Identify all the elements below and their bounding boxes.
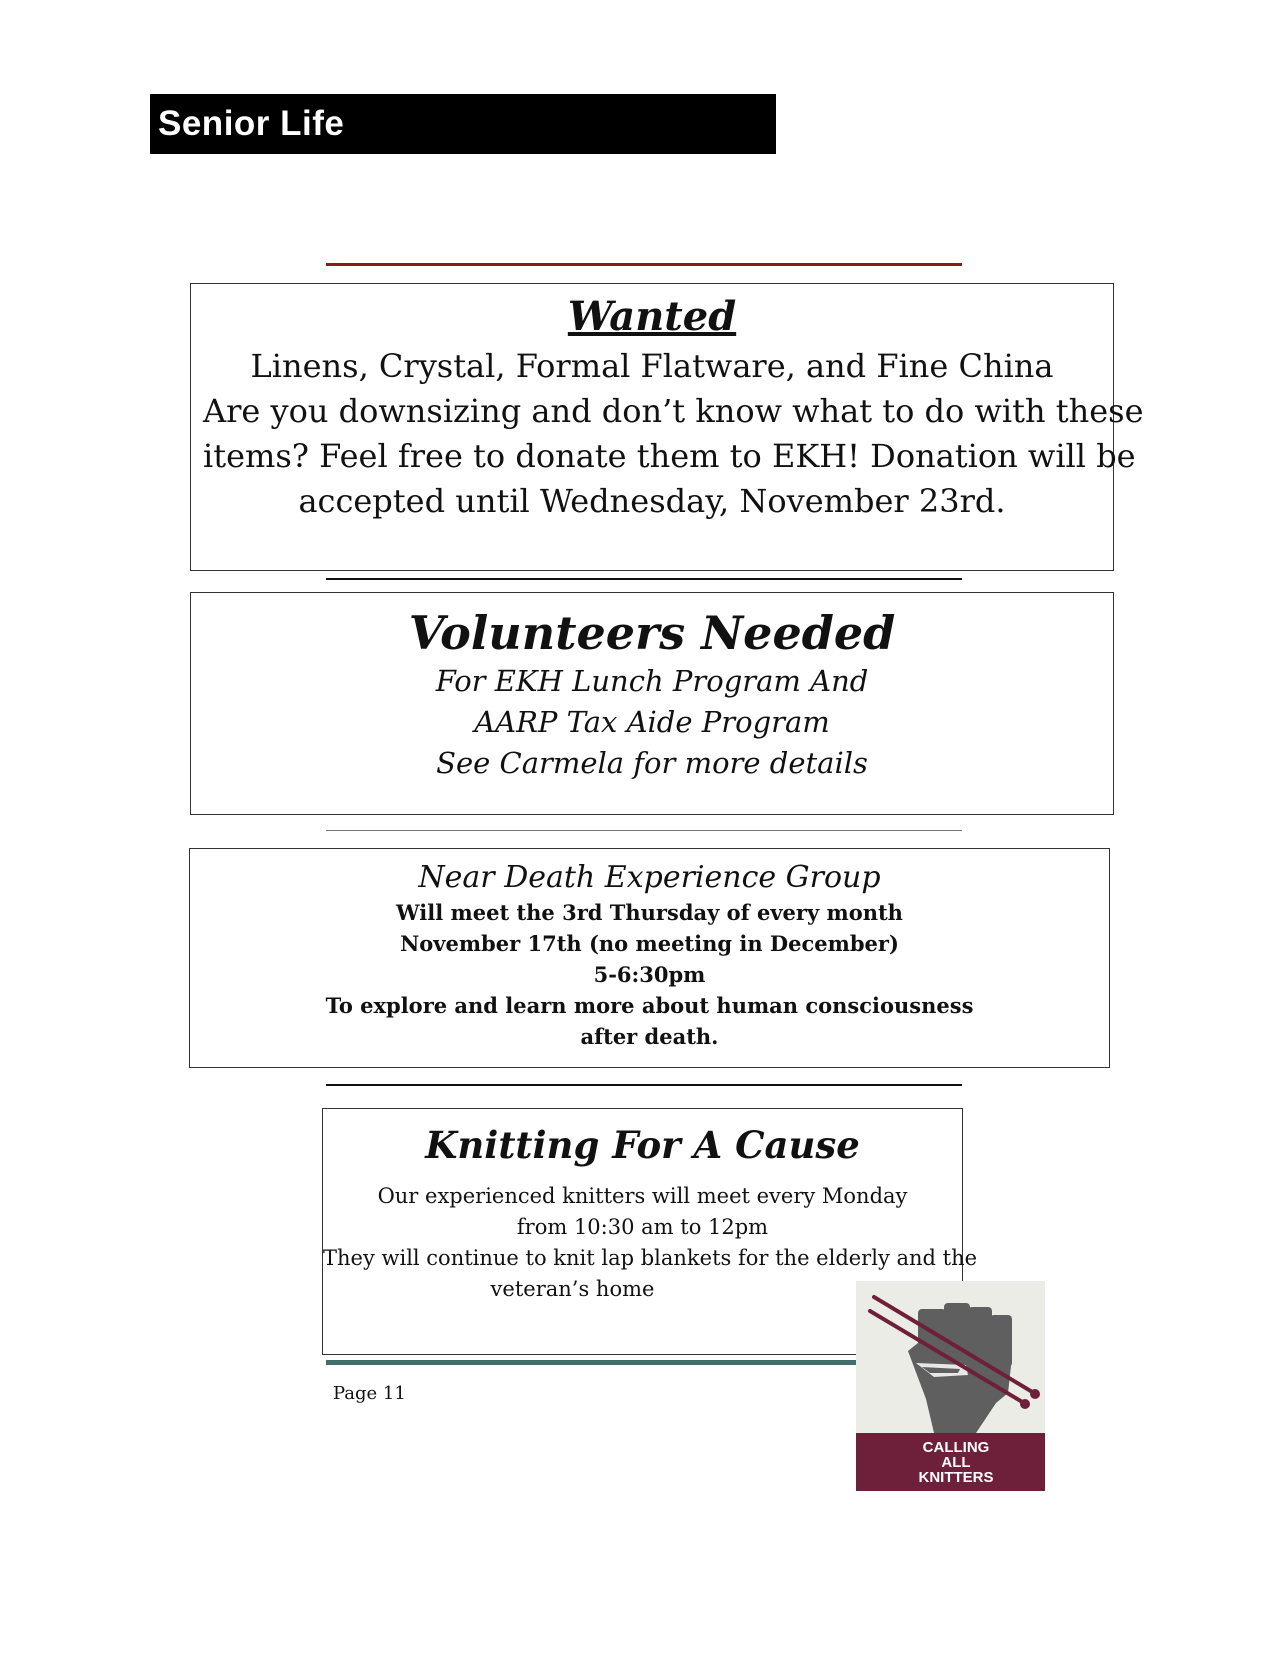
- volunteers-notice: [190, 592, 1114, 815]
- volunteers-line: AARP Tax Aide Program: [474, 705, 830, 739]
- near-death-line: To explore and learn more about human consciousness: [325, 993, 974, 1018]
- poster-caption-line: KNITTERS: [918, 1469, 994, 1486]
- wanted-line: Are you downsizing and don’t know what to do with these: [203, 392, 1144, 430]
- divider: [326, 578, 962, 580]
- knitting-line: They will continue to knit lap blankets for the elderly and the: [323, 1246, 978, 1270]
- knitting-line: veteran’s home: [490, 1277, 655, 1301]
- near-death-line: November 17th (no meeting in December): [400, 931, 899, 956]
- volunteers-title: Volunteers Needed: [408, 606, 896, 660]
- knitting-line: Our experienced knitters will meet every Monday: [377, 1184, 908, 1208]
- top-divider: [326, 263, 962, 266]
- wanted-line: Linens, Crystal, Formal Flatware, and Fine China: [250, 347, 1054, 385]
- calling-all-knitters-poster: [856, 1281, 1045, 1491]
- volunteers-line: See Carmela for more details: [436, 746, 868, 780]
- near-death-notice: [189, 848, 1110, 1068]
- near-death-line: after death.: [580, 1024, 719, 1049]
- footer-divider: [326, 1360, 866, 1365]
- header-bar: [150, 94, 776, 154]
- divider: [326, 1084, 962, 1086]
- divider: [326, 830, 962, 831]
- knitting-title: Knitting For A Cause: [425, 1123, 860, 1167]
- wanted-line: items? Feel free to donate them to EKH! Donation will be: [203, 437, 1136, 475]
- near-death-line: Will meet the 3rd Thursday of every month: [396, 900, 903, 925]
- knitting-line: from 10:30 am to 12pm: [516, 1215, 769, 1239]
- poster-caption-line: CALLING: [922, 1439, 990, 1456]
- near-death-title: Near Death Experience Group: [418, 860, 881, 895]
- page-number: Page 11: [333, 1383, 406, 1404]
- wanted-notice: [190, 283, 1144, 571]
- knitting-fist-icon: [856, 1281, 1045, 1491]
- poster-caption-line: ALL: [941, 1454, 971, 1471]
- section-title: Senior Life: [158, 104, 345, 143]
- wanted-title: Wanted: [567, 293, 737, 340]
- near-death-line: 5-6:30pm: [593, 962, 706, 987]
- volunteers-line: For EKH Lunch Program And: [435, 664, 869, 698]
- wanted-line: accepted until Wednesday, November 23rd.: [298, 482, 1006, 520]
